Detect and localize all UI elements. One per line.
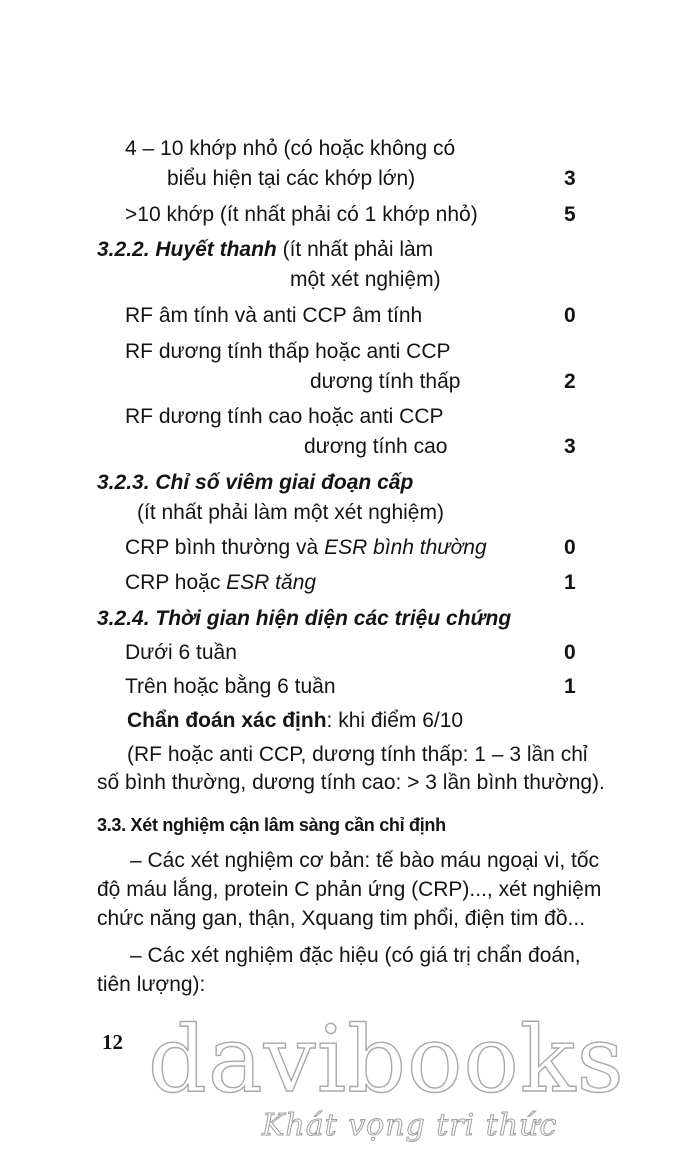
heading-acute-phase-note: (ít nhất phải làm một xét nghiệm) bbox=[137, 501, 444, 524]
heading-acute-phase: 3.2.3. Chỉ số viêm giai đoạn cấp bbox=[97, 471, 414, 494]
watermark-tagline: Khát vọng tri thức bbox=[262, 1108, 558, 1143]
criterion-high-positive-line1: RF dương tính cao hoặc anti CCP bbox=[125, 405, 444, 428]
basic-tests-line-2: độ máu lắng, protein C phản ứng (CRP)..., xét nghiệm bbox=[97, 878, 602, 901]
specific-tests-line-1: – Các xét nghiệm đặc hiệu (có giá trị chẩn đoán, bbox=[130, 944, 581, 967]
score-small-joints: 3 bbox=[564, 167, 576, 190]
criterion-high-positive-line2: dương tính cao bbox=[304, 435, 448, 458]
heading-serology-note-2: một xét nghiệm) bbox=[290, 268, 441, 291]
score-raised-crp-esr: 1 bbox=[564, 571, 576, 594]
criterion-normal-crp-esr bbox=[125, 535, 487, 561]
criterion-over-6-weeks: Trên hoặc bằng 6 tuần bbox=[125, 675, 336, 698]
diagnosis-text: : khi điểm 6/10 bbox=[326, 709, 464, 732]
score-under-6-weeks: 0 bbox=[564, 641, 576, 664]
criterion-low-positive-line2: dương tính thấp bbox=[310, 370, 461, 393]
watermark-brand: davibooks bbox=[148, 1006, 625, 1113]
criterion-small-joints-line1: 4 – 10 khớp nhỏ (có hoặc không có bbox=[125, 137, 456, 160]
page-number: 12 bbox=[102, 1030, 123, 1054]
note-line-1: (RF hoặc anti CCP, dương tính thấp: 1 – 3 lần chỉ bbox=[127, 743, 588, 766]
criterion-normal-esr: ESR bình thường bbox=[324, 536, 487, 559]
specific-tests-line-2: tiên lượng): bbox=[97, 973, 206, 996]
criterion-raised-esr: ESR tăng bbox=[226, 571, 317, 594]
criterion-under-6-weeks: Dưới 6 tuần bbox=[125, 641, 237, 664]
criterion-small-joints-line2: biểu hiện tại các khớp lớn) bbox=[167, 167, 416, 190]
criterion-normal-crp: CRP bình thường và bbox=[125, 536, 325, 559]
diagnosis-line bbox=[127, 708, 463, 734]
note-line-2: số bình thường, dương tính cao: > 3 lần bình thường). bbox=[97, 771, 605, 794]
criterion-low-positive-line1: RF dương tính thấp hoặc anti CCP bbox=[125, 340, 451, 363]
heading-serology-title: Huyết thanh bbox=[155, 238, 277, 261]
criterion-over-10-joints: >10 khớp (ít nhất phải có 1 khớp nhỏ) bbox=[125, 203, 478, 226]
criterion-serology-negative: RF âm tính và anti CCP âm tính bbox=[125, 304, 423, 327]
score-over-10-joints: 5 bbox=[564, 203, 576, 226]
heading-serology bbox=[97, 237, 433, 263]
score-serology-negative: 0 bbox=[564, 304, 576, 327]
diagnosis-label: Chẩn đoán xác định bbox=[127, 709, 327, 732]
score-over-6-weeks: 1 bbox=[564, 675, 576, 698]
score-normal-crp-esr: 0 bbox=[564, 536, 576, 559]
score-low-positive: 2 bbox=[564, 370, 576, 393]
criterion-raised-crp-esr bbox=[125, 570, 316, 596]
heading-serology-note: (ít nhất phải làm bbox=[282, 238, 434, 261]
heading-duration: 3.2.4. Thời gian hiện diện các triệu chứng bbox=[97, 607, 512, 630]
basic-tests-line-3: chức năng gan, thận, Xquang tim phổi, điện tim đồ... bbox=[97, 907, 586, 930]
basic-tests-line-1: – Các xét nghiệm cơ bản: tế bào máu ngoại vi, tốc bbox=[130, 849, 600, 872]
heading-serology-number: 3.2.2. bbox=[97, 238, 150, 261]
criterion-raised-crp: CRP hoặc bbox=[125, 571, 227, 594]
section-3-3-heading: 3.3. Xét nghiệm cận lâm sàng cần chỉ định bbox=[97, 815, 446, 835]
score-high-positive: 3 bbox=[564, 435, 576, 458]
